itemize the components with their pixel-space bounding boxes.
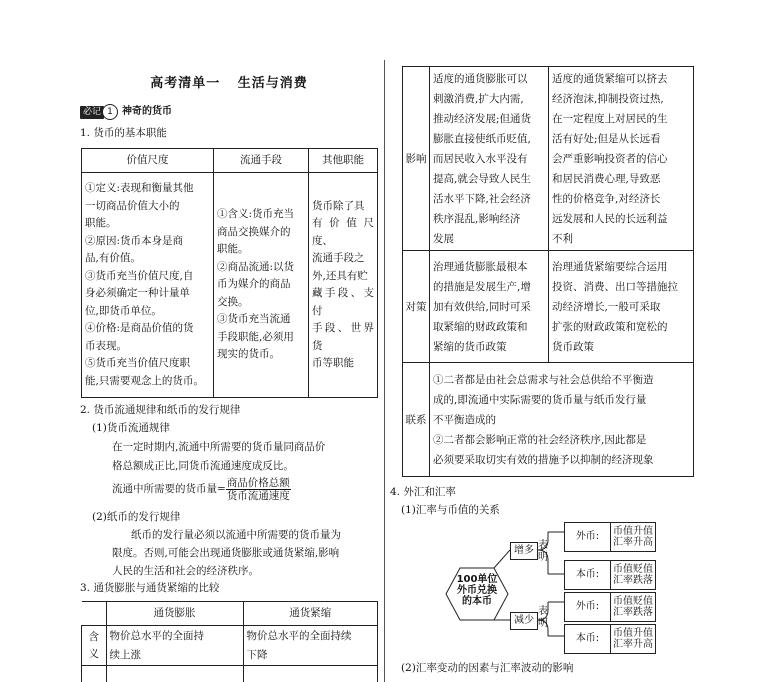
other-function-line: 外,还具有贮 <box>312 269 368 282</box>
formula-denominator: 货币流通速度 <box>226 490 290 502</box>
deflation-policy-line: 货币政策 <box>552 340 594 353</box>
inflation-impact-line: 而居民收入水平没有 <box>433 152 528 165</box>
heading-4a: (1)汇率与币值的关系 <box>401 504 500 516</box>
cell-deflation-policy <box>549 251 694 363</box>
deflation-impact-line: 不利 <box>552 232 573 245</box>
section-header <box>80 104 172 120</box>
circulation-line: 交换。 <box>217 295 249 308</box>
circulation-line: 职能。 <box>217 243 249 256</box>
title-part1: 高考清单一 <box>150 76 221 91</box>
circulation-line: ②商品流通:以货 <box>217 260 295 273</box>
deflation-meaning-line2: 下降 <box>246 648 268 661</box>
inflation-impact-line: 适度的通货膨胀可以 <box>433 72 528 85</box>
inflation-meaning-line2: 续上涨 <box>109 648 141 661</box>
deflation-policy-line: 治理通货紧缩要综合运用 <box>552 260 668 273</box>
line-up <box>494 550 510 568</box>
rb4-l1: 币值升值 <box>613 628 653 639</box>
heading-3: 3. 通货膨胀与通货紧缩的比较 <box>80 582 220 594</box>
inflation-impact-line: 膨胀直接使纸币贬值, <box>433 132 531 145</box>
inflation-impact-line: 秩序混乱,影响经济 <box>433 212 521 225</box>
inflation-impact-line: 发展 <box>433 232 454 245</box>
rb2-l2: 汇率跌落 <box>613 575 653 586</box>
other-function-line: 藏手段、支付 <box>312 287 374 317</box>
row-label-relation: 联系 <box>403 363 430 477</box>
indicate-label-top: 表明 <box>538 540 548 563</box>
other-function-line: 货币除了具 <box>312 199 365 212</box>
value-measure-line: 职能。 <box>85 217 117 229</box>
decrease-box: 减少 <box>510 612 538 630</box>
cell-other <box>309 173 378 398</box>
formula-numerator: 商品价格总额 <box>226 477 290 489</box>
money-formula <box>112 477 291 502</box>
formula-fraction <box>226 477 291 502</box>
result-box-3 <box>564 592 656 622</box>
para-2b-line2: 限度。否则,可能会出现通货膨胀或通货紧缩,影响 <box>112 547 340 559</box>
deflation-impact-line: 性的价格竞争,对经济长 <box>552 192 661 205</box>
inflation-policy-line: 紧缩的货币政策 <box>433 340 507 353</box>
heading-4: 4. 外汇和汇率 <box>390 486 456 498</box>
value-measure-line: 币表现。 <box>85 339 127 352</box>
indicate-label-bottom: 表明 <box>538 606 548 629</box>
rb2-l1: 币值贬值 <box>613 564 653 575</box>
page-title <box>80 74 378 95</box>
value-measure-line: 一切商品价值大小的 <box>85 199 180 212</box>
inflation-impact-line: 推动经济发展;但通货 <box>433 112 532 125</box>
rb1-l1: 币值升值 <box>613 526 653 537</box>
inflation-impact-line: 提高,就会导致人民生 <box>433 172 531 185</box>
rb3-l1: 币值贬值 <box>613 596 653 607</box>
deflation-impact-line: 会严重影响投资者的信心 <box>552 152 668 165</box>
rb4-l2: 汇率升高 <box>613 639 653 650</box>
result-box-2-label: 本币: <box>565 561 611 589</box>
center-line3: 的本币 <box>462 596 492 607</box>
deflation-impact-line: 活有好处;但是从长远看 <box>552 132 661 145</box>
deflation-policy-line: 投资、消费、出口等措施拉 <box>552 280 678 293</box>
deflation-meaning-line1: 物价总水平的全面持续 <box>246 629 352 642</box>
heading-1: 1. 货币的基本职能 <box>80 127 167 139</box>
cell-circulation <box>214 173 309 398</box>
section-title: 神奇的货币 <box>122 106 173 117</box>
para-2a-line1: 在一定时期内,流通中所需要的货币量同商品价 <box>112 441 326 453</box>
th-other: 其他职能 <box>309 149 378 173</box>
formula-lhs: 流通中所需要的货币量= <box>112 483 226 496</box>
center-line1: 100单位 <box>456 574 498 585</box>
relation-line: 不平衡造成的 <box>433 413 496 426</box>
deflation-impact-line: 和居民消费心理,导致恶 <box>552 172 661 185</box>
cell-relation <box>430 363 694 477</box>
circulation-line: 现实的货币。 <box>217 348 280 361</box>
result-box-4-label: 本币: <box>565 625 611 653</box>
increase-box: 增多 <box>510 542 538 560</box>
t2-corner <box>82 602 107 626</box>
rb3-l2: 汇率跌落 <box>613 607 653 618</box>
cell-deflation-impact <box>549 67 694 251</box>
deflation-impact-line: 经济泡沫,抑制投资过热, <box>552 92 664 105</box>
section-badge: 必记 <box>80 106 104 119</box>
circulation-line: 币为媒介的商品 <box>217 278 291 291</box>
value-measure-line: ②原因:货币本身是商 <box>85 234 184 247</box>
result-box-1-label: 外币: <box>565 523 611 551</box>
circulation-line: 商品交换媒介的 <box>217 225 291 238</box>
heading-2: 2. 货币流通规律和纸币的发行规律 <box>80 404 241 416</box>
money-function-table <box>81 148 378 398</box>
value-measure-line: ⑤货币充当价值尺度职 <box>85 357 190 369</box>
cell-value-measure <box>82 173 214 398</box>
result-box-2 <box>564 560 656 590</box>
center-label <box>448 574 506 607</box>
inflation-impact-line: 活水平下降,社会经济 <box>433 192 531 205</box>
inflation-policy-line: 的措施是发展生产,增 <box>433 280 531 293</box>
inflation-impact-line: 刺激消费,扩大内需, <box>433 92 524 105</box>
row-label-policy: 对策 <box>403 251 430 363</box>
relation-line: ②二者都会影响正常的社会经济秩序,因此都是 <box>433 433 647 446</box>
cell-inflation-impact <box>430 67 549 251</box>
deflation-impact-line: 远发展和人民的长远利益 <box>552 212 668 225</box>
circulation-line: ③货币充当流通 <box>217 313 291 326</box>
inflation-policy-line: 加有效供给,同时可采 <box>433 300 531 313</box>
para-2b-line1: 纸币的发行量必须以流通中所需要的货币量为 <box>131 529 341 541</box>
result-box-4 <box>564 624 656 654</box>
inflation-policy-line: 治理通货膨胀最根本 <box>433 260 528 273</box>
deflation-policy-line: 扩张的财政政策和宽松的 <box>552 320 668 333</box>
inflation-table-continued <box>402 66 694 477</box>
value-measure-line: 身必须确定一种计量单 <box>85 287 190 299</box>
other-function-line: 有价值尺度、 <box>312 217 374 247</box>
circulation-line: 手段职能,必须用 <box>217 330 294 343</box>
result-box-2-value <box>611 564 655 586</box>
deflation-impact-line: 在一定程度上对居民的生 <box>552 112 668 125</box>
other-function-line: 币等职能 <box>312 357 354 369</box>
other-function-line: 流通手段之 <box>312 252 365 264</box>
result-box-1 <box>564 522 656 552</box>
heading-2b: (2)纸币的发行规律 <box>92 511 181 523</box>
value-measure-line: ④价格:是商品价值的货 <box>85 322 194 334</box>
result-box-3-label: 外币: <box>565 593 611 621</box>
cell-deflation-meaning <box>243 626 378 666</box>
value-measure-line: ③货币充当价值尺度,自 <box>85 269 194 282</box>
other-function-line: 手段、世界货 <box>312 322 374 352</box>
cell-inflation-policy <box>430 251 549 363</box>
heading-4b: (2)汇率变动的因素与汇率波动的影响 <box>401 662 574 674</box>
title-part2: 生活与消费 <box>237 76 308 91</box>
inflation-meaning-line1: 物价总水平的全面持 <box>109 629 204 642</box>
th-circulation: 流通手段 <box>214 149 309 173</box>
value-measure-line: 品,有价值。 <box>85 252 141 264</box>
exchange-rate-diagram <box>434 522 664 657</box>
relation-line: 成的,即流通中实际需要的货币量与纸币发行量 <box>433 393 647 406</box>
relation-line: ①二者都是由社会总需求与社会总供给不平衡造 <box>433 373 654 386</box>
relation-line: 必须要采取切实有效的措施予以抑制的经济现象 <box>433 453 654 466</box>
row-label-meaning: 含义 <box>82 626 107 666</box>
result-box-4-value <box>611 628 655 650</box>
result-box-1-value <box>611 526 655 548</box>
deflation-impact-line: 适度的通货紧缩可以挤去 <box>552 72 668 85</box>
inflation-table-top <box>81 601 378 682</box>
value-measure-line: 位,即货币单位。 <box>85 304 162 317</box>
th-value-measure: 价值尺度 <box>82 149 214 173</box>
heading-2a: (1)货币流通规律 <box>92 422 170 434</box>
inflation-policy-line: 取紧缩的财政政策和 <box>433 320 528 333</box>
circulation-line: ①含义:货币充当 <box>217 208 295 221</box>
th-deflation: 通货紧缩 <box>243 602 378 626</box>
center-line2: 外币兑换 <box>457 585 497 596</box>
rb1-l2: 汇率升高 <box>613 537 653 548</box>
section-number: 1 <box>102 104 118 120</box>
column-divider <box>384 60 385 682</box>
th-inflation: 通货膨胀 <box>106 602 243 626</box>
result-box-3-value <box>611 596 655 618</box>
value-measure-line: 能,只需要观念上的货币。 <box>85 374 204 387</box>
deflation-policy-line: 动经济增长,一般可采取 <box>552 300 661 313</box>
cell-inflation-meaning <box>106 626 243 666</box>
value-measure-line: ①定义:表现和衡量其他 <box>85 182 194 194</box>
para-2b-line3: 人民的生活和社会的经济秩序。 <box>112 565 259 577</box>
para-2a-line2: 格总额成正比,同货币流通速度成反比。 <box>112 460 294 472</box>
row-label-impact: 影响 <box>403 67 430 251</box>
